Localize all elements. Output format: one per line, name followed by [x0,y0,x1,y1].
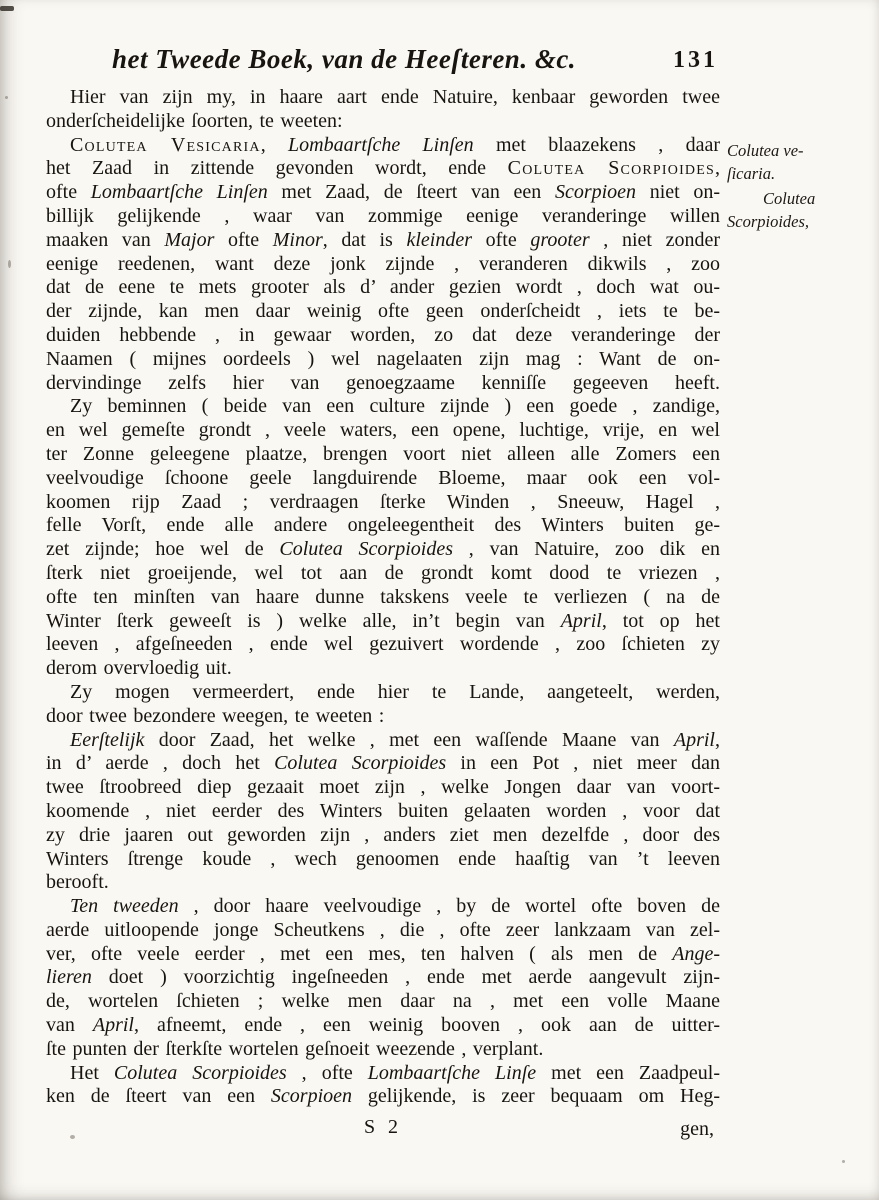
text-line: billijk gelijkende , waar van zommige eenige veranderinge willen [46,204,720,227]
text-line: Zy mogen vermeerdert, ende hier te Lande, aangeteelt, werden, [70,680,720,703]
page-footer [46,1116,720,1146]
text-line: ver, ofte veele eerder , met een mes, ten halven ( als men de Ange- [46,942,720,965]
text-line: onderſcheidelijke ſoorten, te weeten: [46,109,343,132]
text-line: van April, afneemt, ende , een weinig booven , ook aan de uitter- [46,1014,720,1037]
text-line: Het Colutea Scorpioides , ofte Lombaartſche Linſe met een Zaadpeul- [70,1061,720,1084]
scan-speck [842,1160,845,1163]
text-line: zet zijnde; hoe wel de Colutea Scorpioides , van Natuire, zoo dik en [46,538,720,561]
text-line: maaken van Major ofte Minor, dat is kleinder ofte grooter , niet zonder [46,228,720,251]
running-head [48,44,720,84]
margin-note [727,139,877,185]
text-line: eenige reedenen, want deze jonk zijnde , veranderen dikwils , zoo [46,252,720,275]
text-line: dervindinge zelfs hier van genoegzaame kenniſſe gegeeven heeft. [46,371,720,394]
text-line: ſterk niet groeijende, wel tot aan de grondt komt dood te vriezen , [46,561,720,584]
text-line: Ten tweeden , door haare veelvoudige , by de wortel ofte boven de [70,895,721,918]
text-line: leeven , afgeſneeden , ende wel gezuivert wordende , zoo ſchieten zy [46,633,720,656]
body-text [46,86,720,1109]
text-line: koomende , niet eerder des Winters buiten gelaaten worden , voor dat [46,799,720,822]
scan-artifact [0,6,14,11]
text-line: ofte ten minſten van haare dunne takskens veele te verliezen ( na de [46,585,720,608]
text-line: twee ſtroobreed diep gezaait moet zijn , welke Jongen daar van voort- [46,776,720,799]
text-line: en wel gemeſte grondt , veele waters, een opene, luchtige, vrije, en wel [46,419,720,442]
text-line: ter Zonne geleegene plaatze, brengen voort niet alleen alle Zomers een [46,442,720,465]
text-line: zy drie jaaren out geworden zijn , anders ziet men dezelfde , door des [46,823,720,846]
text-line: ken de ſteert van een Scorpioen gelijkende, is zeer bequaam om Heg- [46,1085,721,1108]
catchword: gen, [680,1118,714,1140]
text-line: Winter ſterk geweeſt is ) welke alle, in’t begin van April, tot op het [46,609,720,632]
scan-speck [5,96,8,99]
margin-note-line: ſicaria. [727,164,776,183]
text-line: Colutea Vesicaria, Lombaartſche Linſen met blaazekens , daar [70,133,720,156]
text-line: Zy beminnen ( beide van een culture zijnde ) een goede , zandige, [70,395,720,418]
page-number: 131 [673,47,718,73]
text-line: ſte punten der ſterkſte wortelen geſnoeit weezende , verplant. [46,1037,544,1060]
text-line: koomen rijp Zaad ; verdraagen ſterke Winden , Sneeuw, Hagel , [46,490,720,513]
text-line: derom overvloedig uit. [46,657,232,680]
text-line: Naamen ( mijnes oordeels ) wel nagelaaten zijn mag : Want de on- [46,347,720,370]
running-title: het Tweede Boek, van de Heeſteren. &c. [111,44,577,74]
text-line: veelvoudige ſchoone geele langduirende Bloeme, maar ook een vol- [46,466,720,489]
margin-note [727,187,877,233]
scan-speck [8,260,11,268]
text-line: Eerſtelijk door Zaad, het welke , met een waſſende Maane van April, [70,728,720,751]
margin-note-line: Colutea ve- [727,141,804,160]
text-line: berooft. [46,871,109,894]
text-line: het Zaad in zittende gevonden wordt, ende Colutea Scorpioides, [46,157,720,180]
text-line: duiden hebbende , in gewaar worden, zo dat deze veranderinge der [46,323,720,346]
text-line: der zijnde, kan men daar weinig ofte geen onderſcheidt , iets te be- [46,300,720,323]
margin-note-line: Colutea [763,189,816,208]
text-line: dat de eene te mets grooter als d’ ander gezien wordt , doch wat ou- [46,276,720,299]
text-line: aerde uitloopende jonge Scheutkens , die , ofte zeer lankzaam van zel- [46,918,720,941]
text-line: in d’ aerde , doch het Colutea Scorpioides in een Pot , niet meer dan [46,752,720,775]
text-line: lieren doet ) voorzichtig ingeſneeden , ende met aerde aangevult zijn- [46,966,720,989]
text-line: ofte Lombaartſche Linſen met Zaad, de ſteert van een Scorpioen niet on- [46,181,720,204]
text-line: Hier van zijn my, in haare aart ende Natuire, kenbaar geworden twee [70,86,720,108]
margin-note-line: Scorpioides, [727,212,810,231]
text-line: Winters ſtrenge koude , wech genoomen ende haaſtig van ’t leeven [46,847,720,870]
text-line: door twee bezondere weegen, te weeten : [46,704,385,727]
signature-mark: S 2 [363,1116,403,1138]
text-line: felle Vorſt, ende alle andere ongeleegentheit des Winters buiten ge- [46,514,720,537]
text-line: de, wortelen ſchieten ; welke men daar na , met een volle Maane [46,990,720,1013]
